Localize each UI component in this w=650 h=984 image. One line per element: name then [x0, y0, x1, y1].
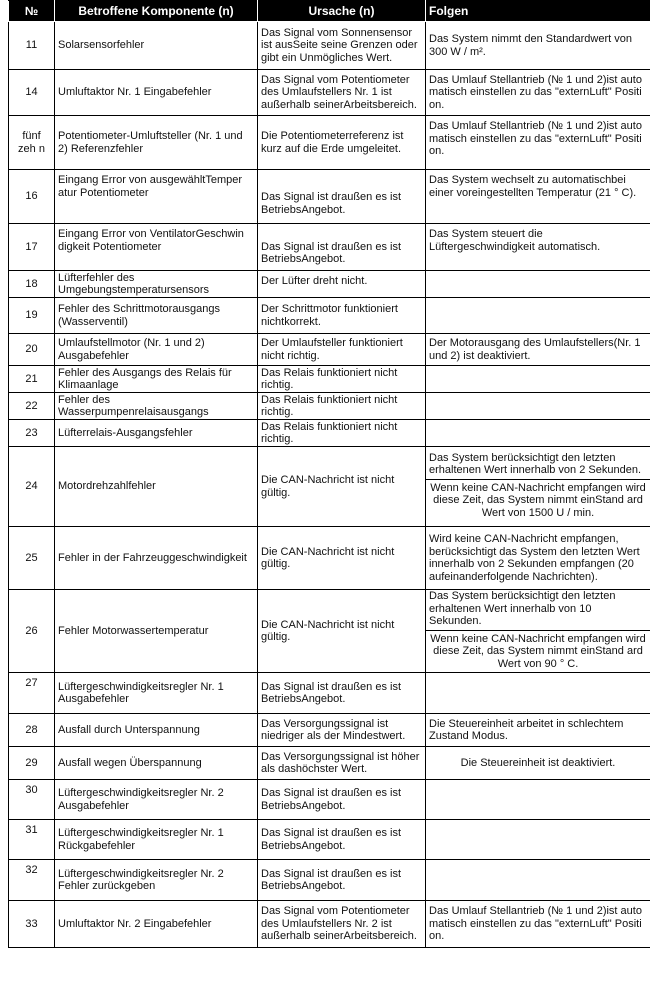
row-cause: Das Signal ist draußen es ist BetriebsAngebot. — [258, 820, 426, 860]
table-row — [9, 334, 650, 366]
row-cause: Das Versorgungssignal ist niedriger als der Mindestwert. — [258, 714, 426, 747]
table-row — [9, 673, 650, 714]
row-number: fünf zeh n — [9, 116, 55, 170]
row-component: Motordrehzahlfehler — [55, 447, 258, 527]
row-number: 18 — [9, 271, 55, 298]
row-cause: Das Signal ist draußen es ist BetriebsAngebot. — [258, 170, 426, 224]
row-consequence — [426, 860, 650, 901]
row-cause: Das Relais funktioniert nicht richtig. — [258, 393, 426, 420]
row-component: Fehler des Ausgangs des Relais für Klimaanlage — [55, 366, 258, 393]
row-consequence: Das Umlauf Stellantrieb (№ 1 und 2)ist auto matisch einstellen zu das "externLuft" Positi on. — [426, 70, 650, 116]
table-row — [9, 298, 650, 334]
row-component: Fehler in der Fahrzeuggeschwindigkeit — [55, 527, 258, 590]
row-consequence: Wird keine CAN-Nachricht empfangen, berücksichtigt das System den letzten Wert innerhalb von 2 Sekunden empfangen (20 aufeinanderfolgende Nachrichten). — [426, 527, 650, 590]
row-component: Potentiometer-Umluftsteller (Nr. 1 und 2) Referenzfehler — [55, 116, 258, 170]
table-row — [9, 70, 650, 116]
row-number: 11 — [9, 22, 55, 70]
row-consequence — [426, 298, 650, 334]
row-number: 32 — [9, 860, 55, 901]
row-number: 27 — [9, 673, 55, 714]
row-consequence: Die Steuereinheit arbeitet in schlechtem Zustand Modus. — [426, 714, 650, 747]
table-row — [9, 224, 650, 271]
row-component: Umlaufstellmotor (Nr. 1 und 2) Ausgabefehler — [55, 334, 258, 366]
row-component: Lüftergeschwindigkeitsregler Nr. 2 Fehler zurückgeben — [55, 860, 258, 901]
row-component: Fehler des Wasserpumpenrelaisausgangs — [55, 393, 258, 420]
header-consequence: Folgen — [426, 1, 650, 22]
row-number: 33 — [9, 901, 55, 948]
row-component: Fehler Motorwassertemperatur — [55, 590, 258, 673]
table-row — [9, 527, 650, 590]
row-component: Eingang Error von ausgewähltTemper atur Potentiometer — [55, 170, 258, 224]
row-component: Lüfterrelais-Ausgangsfehler — [55, 420, 258, 447]
table-row — [9, 590, 650, 673]
row-number: 31 — [9, 820, 55, 860]
row-number: 26 — [9, 590, 55, 673]
row-cause: Das Relais funktioniert nicht richtig. — [258, 366, 426, 393]
row-cause: Die CAN-Nachricht ist nicht gültig. — [258, 527, 426, 590]
row-consequence — [426, 393, 650, 420]
row-consequence: Das System wechselt zu automatischbei einer voreingestellten Temperatur (21 ° C). — [426, 170, 650, 224]
row-component: Lüftergeschwindigkeitsregler Nr. 2 Ausgabefehler — [55, 780, 258, 820]
row-cause: Das Signal vom Sonnensensor ist ausSeite seine Grenzen oder gibt ein Unmögliches Wert. — [258, 22, 426, 70]
row-cause: Der Schrittmotor funktioniert nichtkorrekt. — [258, 298, 426, 334]
row-consequence: Der Motorausgang des Umlaufstellers(Nr. 1 und 2) ist deaktiviert. — [426, 334, 650, 366]
row-consequence — [426, 420, 650, 447]
table-row — [9, 116, 650, 170]
row-component: Eingang Error von VentilatorGeschwin digkeit Potentiometer — [55, 224, 258, 271]
table-row — [9, 860, 650, 901]
row-number: 23 — [9, 420, 55, 447]
row-consequence: Das System nimmt den Standardwert von 300 W / m². — [426, 22, 650, 70]
row-consequence — [426, 780, 650, 820]
row-consequence: Das System steuert die Lüftergeschwindigkeit automatisch. — [426, 224, 650, 271]
table-row — [9, 714, 650, 747]
table-row — [9, 22, 650, 70]
row-cause: Das Versorgungssignal ist höher als dashöchster Wert. — [258, 747, 426, 780]
row-consequence — [426, 820, 650, 860]
row-cause: Die CAN-Nachricht ist nicht gültig. — [258, 590, 426, 673]
header-component: Betroffene Komponente (n) — [55, 1, 258, 22]
row-component: Ausfall durch Unterspannung — [55, 714, 258, 747]
consequence-line-2: Wenn keine CAN-Nachricht empfangen wird diese Zeit, das System nimmt einStand ard Wert von 90 ° C. — [426, 630, 650, 671]
row-number: 25 — [9, 527, 55, 590]
header-number: № — [9, 1, 55, 22]
row-consequence — [426, 673, 650, 714]
table-row — [9, 747, 650, 780]
row-consequence: Das Umlauf Stellantrieb (№ 1 und 2)ist auto matisch einstellen zu das "externLuft" Positi on. — [426, 116, 650, 170]
table-row — [9, 393, 650, 420]
row-cause: Das Signal vom Potentiometer des Umlaufstellers Nr. 2 ist außerhalb seinerArbeitsbereich. — [258, 901, 426, 948]
row-cause: Das Signal ist draußen es ist BetriebsAngebot. — [258, 780, 426, 820]
row-number: 30 — [9, 780, 55, 820]
row-component: Lüftergeschwindigkeitsregler Nr. 1 Rückgabefehler — [55, 820, 258, 860]
row-consequence — [426, 590, 650, 673]
table-row — [9, 820, 650, 860]
table-row — [9, 780, 650, 820]
row-number: 22 — [9, 393, 55, 420]
row-number: 17 — [9, 224, 55, 271]
row-number: 16 — [9, 170, 55, 224]
row-component: Lüfterfehler des Umgebungstemperatursensors — [55, 271, 258, 298]
header-row — [9, 1, 650, 22]
row-number: 28 — [9, 714, 55, 747]
row-consequence: Das Umlauf Stellantrieb (№ 1 und 2)ist auto matisch einstellen zu das "externLuft" Positi on. — [426, 901, 650, 948]
table-row — [9, 447, 650, 527]
row-consequence — [426, 447, 650, 527]
header-cause: Ursache (n) — [258, 1, 426, 22]
row-number: 24 — [9, 447, 55, 527]
table-row — [9, 901, 650, 948]
row-consequence — [426, 366, 650, 393]
row-component: Umluftaktor Nr. 2 Eingabefehler — [55, 901, 258, 948]
row-component: Solarsensorfehler — [55, 22, 258, 70]
row-cause: Das Relais funktioniert nicht richtig. — [258, 420, 426, 447]
row-cause: Das Signal ist draußen es ist BetriebsAngebot. — [258, 673, 426, 714]
consequence-line-1: Das System berücksichtigt den letzten erhaltenen Wert innerhalb von 2 Sekunden. — [429, 451, 641, 477]
row-consequence — [426, 271, 650, 298]
row-number: 20 — [9, 334, 55, 366]
table-row — [9, 271, 650, 298]
table-row — [9, 420, 650, 447]
row-number: 29 — [9, 747, 55, 780]
row-cause: Die Potentiometerreferenz ist kurz auf die Erde umgeleitet. — [258, 116, 426, 170]
row-component: Lüftergeschwindigkeitsregler Nr. 1 Ausgabefehler — [55, 673, 258, 714]
consequence-line-2: Wenn keine CAN-Nachricht empfangen wird diese Zeit, das System nimmt einStand ard Wert von 1500 U / min. — [426, 479, 650, 520]
row-cause: Der Umlaufsteller funktioniert nicht richtig. — [258, 334, 426, 366]
consequence-line-1: Das System berücksichtigt den letzten erhaltenen Wert innerhalb von 10 Sekunden. — [429, 590, 616, 627]
table-row — [9, 366, 650, 393]
row-number: 21 — [9, 366, 55, 393]
row-number: 14 — [9, 70, 55, 116]
fault-table — [8, 0, 650, 948]
table-row — [9, 170, 650, 224]
row-cause: Das Signal ist draußen es ist BetriebsAngebot. — [258, 224, 426, 271]
row-cause: Der Lüfter dreht nicht. — [258, 271, 426, 298]
row-component: Ausfall wegen Überspannung — [55, 747, 258, 780]
row-cause: Das Signal vom Potentiometer des Umlaufstellers Nr. 1 ist außerhalb seinerArbeitsbereich. — [258, 70, 426, 116]
row-consequence: Die Steuereinheit ist deaktiviert. — [426, 747, 650, 780]
row-cause: Die CAN-Nachricht ist nicht gültig. — [258, 447, 426, 527]
row-component: Umluftaktor Nr. 1 Eingabefehler — [55, 70, 258, 116]
row-component: Fehler des Schrittmotorausgangs (Wasserventil) — [55, 298, 258, 334]
row-cause: Das Signal ist draußen es ist BetriebsAngebot. — [258, 860, 426, 901]
row-number: 19 — [9, 298, 55, 334]
